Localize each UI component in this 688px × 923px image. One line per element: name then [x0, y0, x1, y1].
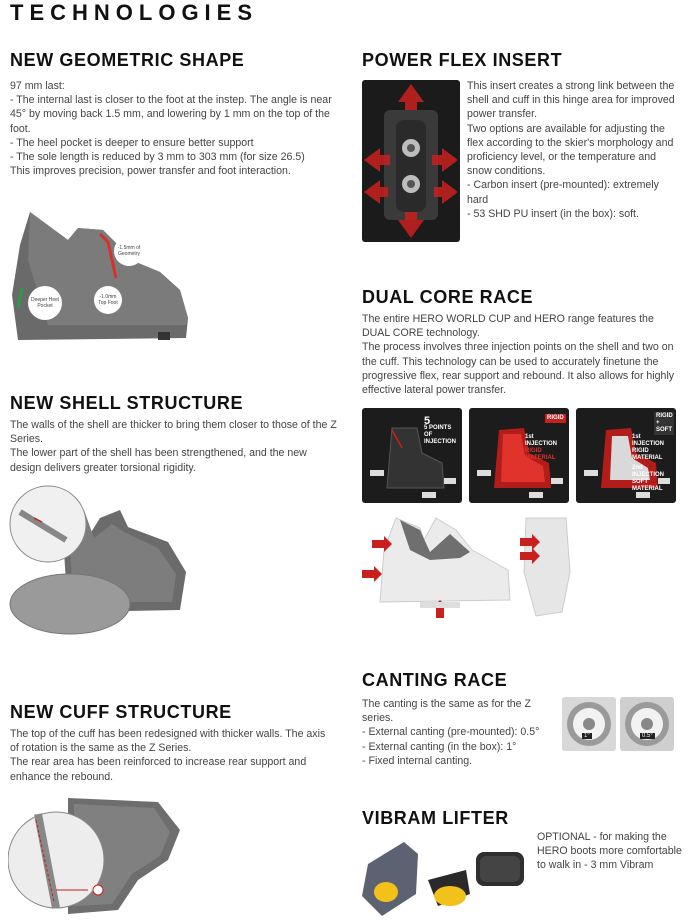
injection-count: 5 [424, 415, 431, 427]
dual-core-line: The process involves three injection points on the shell and two on the cuff. This technology can be used to accurately finetune the progressive flex, rear support and rebound. It also allows for highly effective lateral power transfer. [362, 341, 675, 397]
power-flex-insert-icon [362, 80, 460, 242]
injection-label: 5 POINTS OF INJECTION [424, 425, 457, 445]
dual-core-panel-rigid [469, 408, 569, 503]
shell-cross-section-icon [8, 482, 198, 637]
shell-structure-line: The lower part of the shell has been strengthened, and the new design delivers greater torsional rigidity. [10, 447, 307, 474]
canting-line: - External canting (pre-mounted): 0.5° [362, 726, 540, 739]
canting-badge-a: 1° [584, 733, 590, 739]
canting-photo-a [562, 697, 616, 751]
shell-structure-heading: NEW SHELL STRUCTURE [10, 393, 244, 413]
canting-photo-b [620, 697, 674, 751]
geometric-shape-heading: NEW GEOMETRIC SHAPE [10, 50, 245, 70]
page-title: TECHNOLOGIES [10, 0, 259, 25]
dual-core-shell-illustration [360, 510, 520, 620]
power-flex-photo [362, 80, 460, 242]
dual-core-text [362, 312, 680, 397]
canting-heading: CANTING RACE [362, 670, 508, 690]
power-flex-line: - 53 SHD PU insert (in the box): soft. [467, 207, 639, 220]
dual-core-panel-injection [362, 408, 462, 503]
white-shell-icon [360, 510, 520, 620]
geometric-shape-line: This improves precision, power transfer and foot interaction. [10, 165, 291, 178]
dual-core-heading: DUAL CORE RACE [362, 287, 534, 307]
canting-text [362, 697, 562, 768]
cuff-structure-text [10, 727, 330, 784]
cuff-structure-illustration [8, 790, 188, 915]
geometric-shape-line: - The sole length is reduced by 3 mm to 303 mm (for size 26.5) [10, 151, 305, 164]
geometric-shape-text [10, 79, 338, 178]
cuff-cross-section-icon [8, 790, 188, 915]
cuff-structure-line: The rear area has been reinforced to increase rear support and enhance the rebound. [10, 756, 307, 783]
canting-badge-b: 0.5° [642, 733, 653, 739]
canting-disc-icon [562, 697, 616, 751]
shell-structure-illustration [8, 482, 198, 637]
geometric-shape-line: - The heel pocket is deeper to ensure better support [10, 136, 254, 149]
geometric-shape-line: - The internal last is closer to the foot at the instep. The angle is near 45° by moving back 1.5 mm, and lowering by 1 mm on the top of the foot. [10, 94, 332, 135]
cuff-structure-heading: NEW CUFF STRUCTURE [10, 702, 232, 722]
vibram-line: OPTIONAL - for making the HERO boots more comfortable to walk in - 3 mm Vibram [537, 831, 682, 872]
power-flex-heading: POWER FLEX INSERT [362, 50, 563, 70]
dual-core-line: The entire HERO WORLD CUP and HERO range features the DUAL CORE technology. [362, 313, 654, 340]
rigid-soft-injection-label: 1st INJECTION RIGID MATERIAL 2nd INJECTION SOFT MATERIAL [632, 434, 665, 492]
rigid-soft-tag: RIGID + SOFT [656, 413, 673, 433]
canting-line: - External canting (in the box): 1° [362, 740, 517, 753]
geometric-shape-illustration [8, 200, 198, 350]
power-flex-line: - Carbon insert (pre-mounted): extremely hard [467, 179, 659, 206]
canting-disc-icon [620, 697, 674, 751]
callout-heel-pocket: Deeper Heel Pocket [28, 286, 62, 320]
vibram-sole-icon [358, 834, 533, 918]
callout-top-foot: -1.0mm Top Foot [94, 286, 122, 314]
shell-structure-text [10, 418, 338, 475]
shell-structure-line: The walls of the shell are thicker to bring them closer to those of the Z Series. [10, 419, 337, 446]
callout-geometry: -1.5mm of Geometry [114, 236, 144, 266]
boot-shell-icon [8, 200, 198, 350]
rigid-injection-label: 1st INJECTION RIGID MATERIAL [525, 434, 558, 461]
white-cuff-icon [518, 512, 576, 620]
vibram-text [537, 830, 682, 873]
vibram-heading: VIBRAM LIFTER [362, 808, 509, 828]
geometric-shape-line: 97 mm last: [10, 80, 65, 92]
cuff-structure-line: The top of the cuff has been redesigned with thicker walls. The axis of rotation is the same as the Z Series. [10, 728, 326, 755]
power-flex-text [467, 79, 675, 221]
canting-line: - Fixed internal canting. [362, 754, 473, 767]
power-flex-line: Two options are available for adjusting the flex according to the skier's morphology and proficiency level, or the temperature and snow conditions. [467, 122, 674, 178]
dual-core-panel-rigid-soft [576, 408, 676, 503]
canting-line: The canting is the same as for the Z series. [362, 698, 531, 725]
vibram-illustration [358, 834, 533, 918]
rigid-tag: RIGID [547, 415, 564, 421]
power-flex-line: This insert creates a strong link between the shell and cuff in this hinge area for improved power transfer. [467, 80, 675, 121]
dual-core-cuff-illustration [518, 512, 576, 620]
